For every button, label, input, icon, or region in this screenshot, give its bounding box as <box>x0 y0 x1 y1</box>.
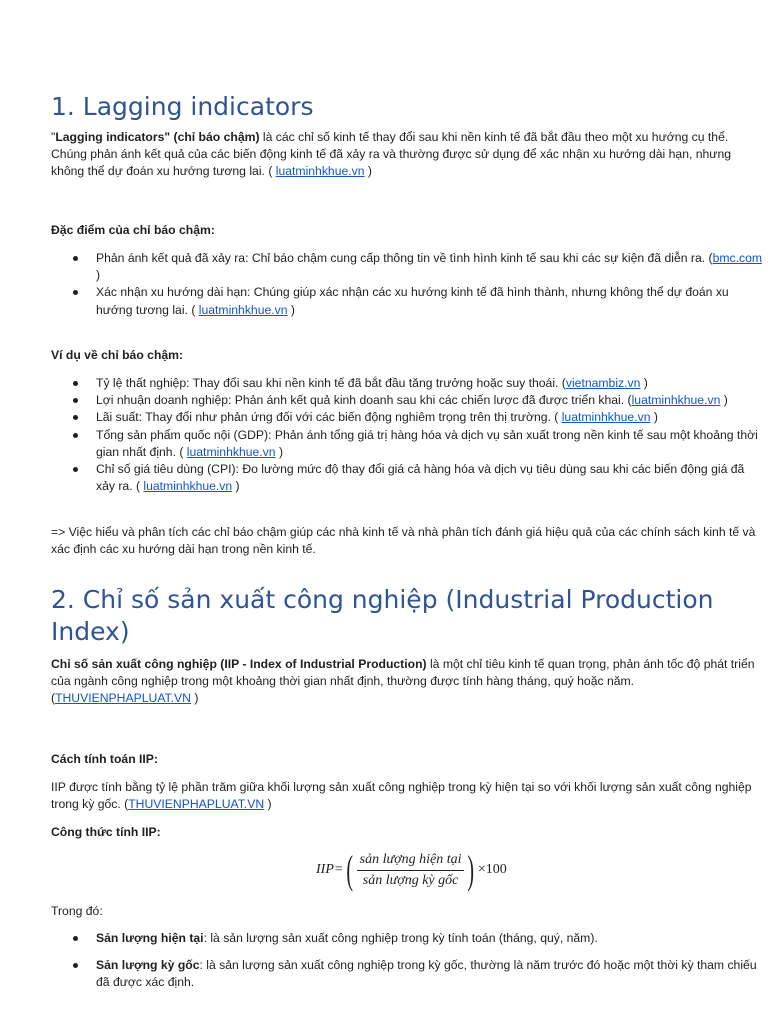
example-source-link[interactable]: luatminhkhue.vn <box>186 444 276 459</box>
section-1-heading: 1. Lagging indicators <box>51 92 314 121</box>
calc-title: Cách tính toán IIP: <box>51 752 158 766</box>
formula-fraction <box>357 851 465 888</box>
right-paren-icon: ) <box>467 847 475 893</box>
feature-source-link[interactable]: luatminhkhue.vn <box>198 302 288 317</box>
section-1-conclusion: => Việc hiểu và phân tích các chỉ báo chậm giúp các nhà kinh tế và nhà phân tích đánh giá hiệu quả của các chính sách kinh tế và xác định các xu hướng dài hạn trong nền kinh tế. <box>51 525 756 557</box>
definition-term: Sản lượng hiện tại <box>96 931 204 945</box>
definitions-list <box>51 930 768 992</box>
calc-text: IIP được tính bằng tỷ lệ phần trăm giữa khối lượng sản xuất công nghiệp trong kỳ hiện tại so với khối lượng sản xuất công nghiệp trong kỳ gốc. (THUVIENPHAPLUAT.VN ) <box>51 780 752 812</box>
list-item: Chỉ số giá tiêu dùng (CPI): Đo lường mức độ thay đổi giá cả hàng hóa và dịch vụ tiêu dùng sau khi các biến động giá đã xảy ra. ( luatminhkhue.vn ) <box>51 461 763 495</box>
intro-source-link[interactable]: luatminhkhue.vn <box>275 164 365 179</box>
list-item: Sản lượng hiện tại: là sản lượng sản xuất công nghiệp trong kỳ tính toán (tháng, quý, năm). <box>51 930 768 947</box>
list-item: Lãi suất: Thay đổi như phản ứng đối với các biến động nghiêm trọng trên thị trường. ( luatminhkhue.vn ) <box>51 409 763 426</box>
calc-source-link[interactable]: THUVIENPHAPLUAT.VN <box>128 797 265 812</box>
section-2-heading: 2. Chỉ số sản xuất công nghiệp (Industrial Production Index) <box>51 585 714 646</box>
iip-term: Chỉ số sản xuất công nghiệp (IIP - Index of Industrial Production) <box>51 657 427 671</box>
examples-title: Ví dụ về chỉ báo chậm: <box>51 348 184 362</box>
section-1-intro: "Lagging indicators" (chỉ báo chậm) là các chỉ số kinh tế thay đổi sau khi nền kinh tế đã bắt đầu theo một xu hướng cụ thể. Chúng phản ánh kết quả của các biến động kinh tế đã xảy ra và thường được sử dụng để xác nhận xu hướng dài hạn, nhưng không thể dự đoán xu hướng tương lai. ( luatminhkhue.vn ) <box>51 130 732 179</box>
examples-list <box>51 375 763 495</box>
section-2-intro: Chỉ số sản xuất công nghiệp (IIP - Index of Industrial Production) là một chỉ tiêu kinh tế quan trọng, phản ánh tốc độ phát triển của ngành công nghiệp trong một khoảng thời gian nhất định, thường được tính hàng tháng, quý hoặc năm. (THUVIENPHAPLUAT.VN ) <box>51 657 755 706</box>
example-source-link[interactable]: luatminhkhue.vn <box>561 410 651 425</box>
formula-numerator: sản lượng hiện tại <box>357 851 465 870</box>
where-label: Trong đó: <box>51 904 103 918</box>
intro-term: Lagging indicators" (chỉ báo chậm) <box>55 130 260 144</box>
features-title: Đặc điểm của chỉ báo chậm: <box>51 223 215 237</box>
example-source-link[interactable]: vietnambiz.vn <box>565 376 641 390</box>
list-item: Lợi nhuận doanh nghiệp: Phản ánh kết quả kinh doanh sau khi các chiến lược đã được triển khai. (luatminhkhue.vn ) <box>51 392 763 409</box>
features-list <box>51 250 763 319</box>
formula-multiplier: ×100 <box>477 862 507 878</box>
definition-term: Sản lượng kỳ gốc <box>96 958 200 973</box>
iip-formula <box>316 847 507 893</box>
example-source-link[interactable]: luatminhkhue.vn <box>631 393 721 408</box>
example-source-link[interactable]: luatminhkhue.vn <box>143 479 233 494</box>
iip-source-link[interactable]: THUVIENPHAPLUAT.VN <box>55 691 191 706</box>
list-item: Sản lượng kỳ gốc: là sản lượng sản xuất công nghiệp trong kỳ gốc, thường là năm trước đó hoặc một thời kỳ tham chiếu đã được xác định. <box>51 957 768 991</box>
left-paren-icon: ( <box>346 847 354 893</box>
feature-source-link[interactable]: bmc.com <box>712 251 762 265</box>
intro-text: là các chỉ số kinh tế thay đổi sau khi nền kinh tế đã bắt đầu theo một xu hướng cụ thể. Chúng phản ánh kết quả của các biến động kinh tế đã xảy ra và thường được sử dụng để xác nhận xu hướng dài hạn, nhưng không thể dự đoán xu hướng tương lai. ( <box>51 130 732 179</box>
formula-title: Công thức tính IIP: <box>51 825 161 839</box>
list-item: Tỷ lệ thất nghiệp: Thay đổi sau khi nền kinh tế đã bắt đầu tăng trưởng hoặc suy thoái. (vietnambiz.vn ) <box>51 375 763 392</box>
intro-quote: " <box>51 130 56 144</box>
list-item: Phản ánh kết quả đã xảy ra: Chỉ báo chậm cung cấp thông tin về tình hình kinh tế sau khi các sự kiện đã diễn ra. (bmc.com ) <box>51 250 763 284</box>
list-item: Xác nhận xu hướng dài hạn: Chúng giúp xác nhận các xu hướng kinh tế đã hình thành, nhưng không thể dự đoán xu hướng tương lai. ( luatminhkhue.vn ) <box>51 284 763 318</box>
formula-denominator: sản lượng kỳ gốc <box>362 872 459 888</box>
formula-lhs: IIP= <box>316 862 344 878</box>
list-item: Tổng sản phẩm quốc nội (GDP): Phản ánh tổng giá trị hàng hóa và dịch vụ sản xuất trong nền kinh tế sau một khoảng thời gian nhất định. ( luatminhkhue.vn ) <box>51 427 763 461</box>
